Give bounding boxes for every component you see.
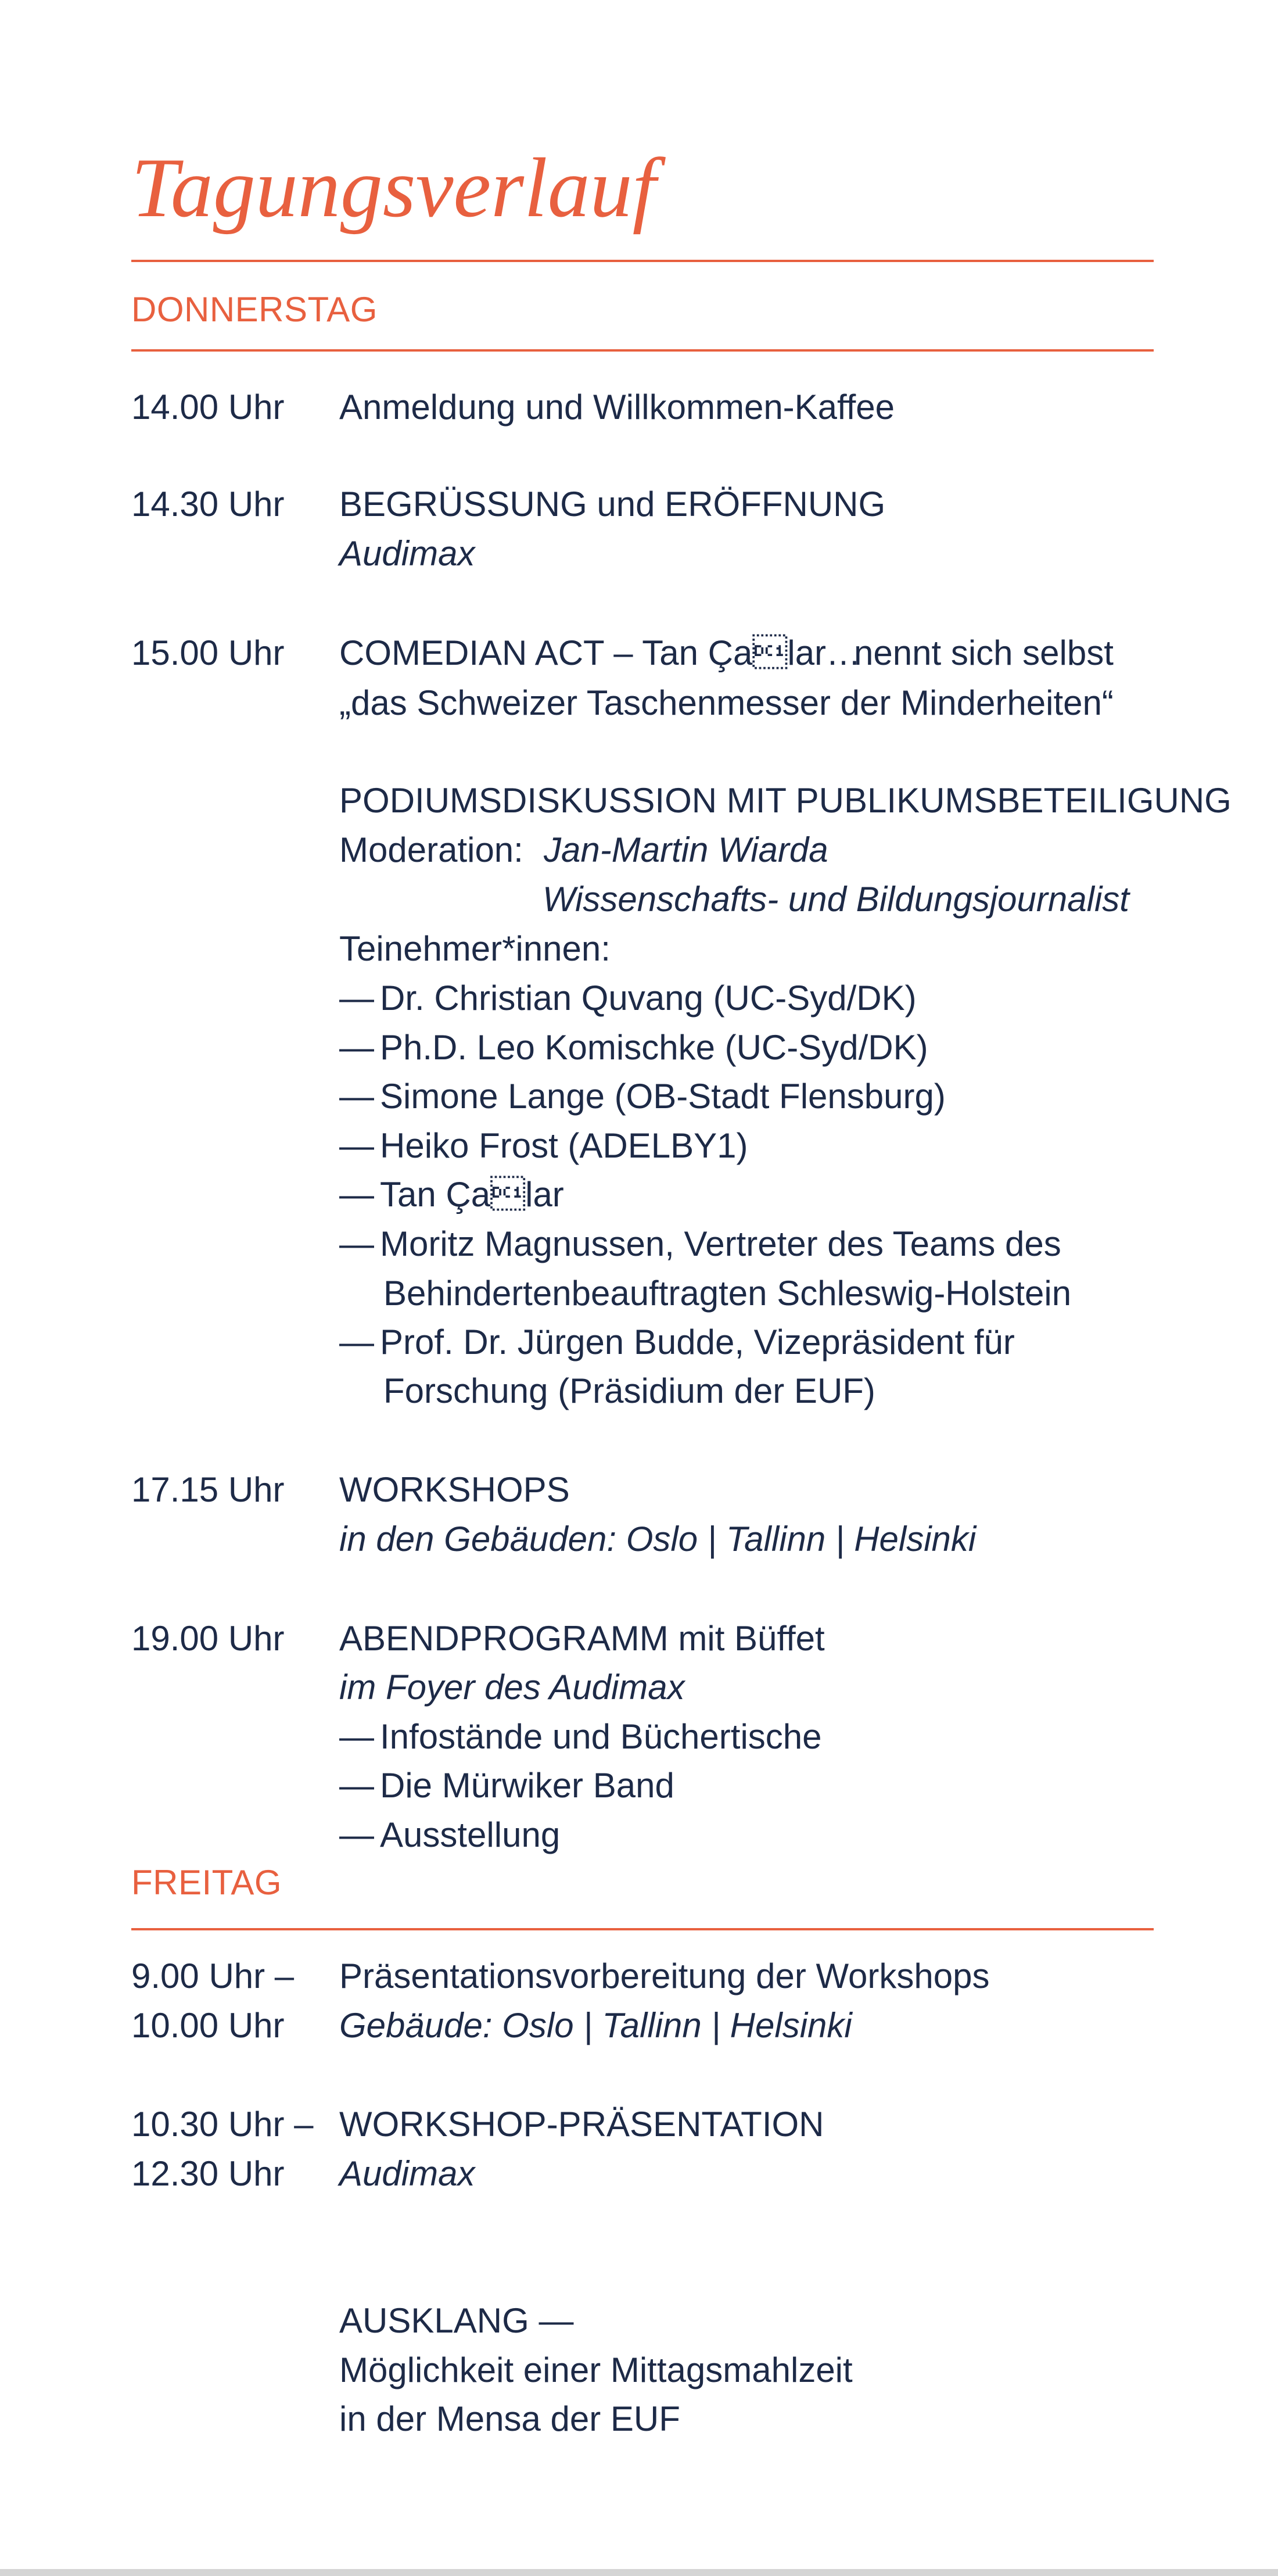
evening-item-2: Die Mürwiker Band xyxy=(380,1766,674,1805)
time-1400: 14.00 Uhr xyxy=(131,388,285,427)
day-heading-freitag: FREITAG xyxy=(131,1863,282,1902)
participant-7a: Prof. Dr. Jürgen Budde, Vizepräsident für xyxy=(380,1323,1015,1362)
list-dash: — xyxy=(339,1175,374,1214)
location-1900: im Foyer des Audimax xyxy=(339,1668,685,1707)
page-title: Tagungsverlauf xyxy=(131,141,656,235)
time-fr-1-end: 10.00 Uhr xyxy=(131,2006,285,2045)
participant-3: Simone Lange (OB-Stadt Flensburg) xyxy=(380,1077,946,1116)
location-fr-2: Audimax xyxy=(339,2154,475,2193)
participant-5: Tan Çalar xyxy=(380,1175,564,1214)
time-1900: 19.00 Uhr xyxy=(131,1619,285,1658)
participants-label: Teinehmer*innen: xyxy=(339,929,611,968)
participant-4: Heiko Frost (ADELBY1) xyxy=(380,1126,748,1165)
time-fr-2-start: 10.30 Uhr – xyxy=(131,2105,314,2144)
participant-6b: Behindertenbeauftragten Schleswig-Holstein xyxy=(383,1274,1072,1313)
podium-heading: PODIUMSDISKUSSION MIT PUBLIKUMSBETEILIGUNG xyxy=(339,781,1232,820)
event-1400: Anmeldung und Willkommen-Kaffee xyxy=(339,388,895,427)
day-heading-donnerstag: DONNERSTAG xyxy=(131,290,378,329)
list-dash: — xyxy=(339,1126,374,1165)
participant-7b: Forschung (Präsidium der EUF) xyxy=(383,1371,875,1410)
time-1430: 14.30 Uhr xyxy=(131,485,285,524)
event-1430: BEGRÜSSUNG und ERÖFFNUNG xyxy=(339,485,886,524)
event-fr-2: WORKSHOP-PRÄSENTATION xyxy=(339,2105,824,2144)
event-1715: WORKSHOPS xyxy=(339,1470,570,1509)
time-fr-2-end: 12.30 Uhr xyxy=(131,2154,285,2193)
time-fr-1-start: 9.00 Uhr – xyxy=(131,1957,295,1995)
moderator-role: Wissenschafts- und Bildungsjournalist xyxy=(543,880,1129,919)
event-1500-line1b: nennt sich selbst xyxy=(854,633,1114,672)
freitag-rule xyxy=(131,1928,1154,1930)
list-dash: — xyxy=(339,1224,374,1263)
list-dash: — xyxy=(339,1766,374,1805)
moderator-name: Jan-Martin Wiarda xyxy=(544,830,828,869)
page-bottom-border xyxy=(0,2569,1278,2576)
location-1715: in den Gebäuden: Oslo | Tallinn | Helsinki xyxy=(339,1520,977,1559)
list-dash: — xyxy=(339,1028,374,1067)
participant-2: Ph.D. Leo Komischke (UC-Syd/DK) xyxy=(380,1028,928,1067)
event-1500-line1a: COMEDIAN ACT – Tan Çalar… xyxy=(339,633,861,672)
location-fr-1: Gebäude: Oslo | Tallinn | Helsinki xyxy=(339,2006,852,2045)
location-1430: Audimax xyxy=(339,534,475,573)
evening-item-1: Infostände und Büchertische xyxy=(380,1717,822,1756)
donnerstag-rule xyxy=(131,349,1154,352)
time-1500: 15.00 Uhr xyxy=(131,633,285,672)
closing-line-2: Möglichkeit einer Mittagsmahlzeit xyxy=(339,2351,853,2389)
list-dash: — xyxy=(339,1323,374,1362)
participant-1: Dr. Christian Quvang (UC-Syd/DK) xyxy=(380,979,917,1017)
event-1900: ABENDPROGRAMM mit Büffet xyxy=(339,1619,825,1658)
moderation-label: Moderation: xyxy=(339,830,523,869)
closing-line-1: AUSKLANG — xyxy=(339,2301,574,2340)
list-dash: — xyxy=(339,1815,374,1854)
list-dash: — xyxy=(339,1717,374,1756)
title-rule xyxy=(131,260,1154,262)
list-dash: — xyxy=(339,1077,374,1116)
evening-item-3: Ausstellung xyxy=(380,1815,561,1854)
event-fr-1: Präsentationsvorbereitung der Workshops xyxy=(339,1957,990,1995)
participant-6a: Moritz Magnussen, Vertreter des Teams des xyxy=(380,1224,1061,1263)
closing-line-3: in der Mensa der EUF xyxy=(339,2399,680,2438)
time-1715: 17.15 Uhr xyxy=(131,1470,285,1509)
event-1500-line2: „das Schweizer Taschenmesser der Minderheiten“ xyxy=(339,683,1114,722)
list-dash: — xyxy=(339,979,374,1017)
